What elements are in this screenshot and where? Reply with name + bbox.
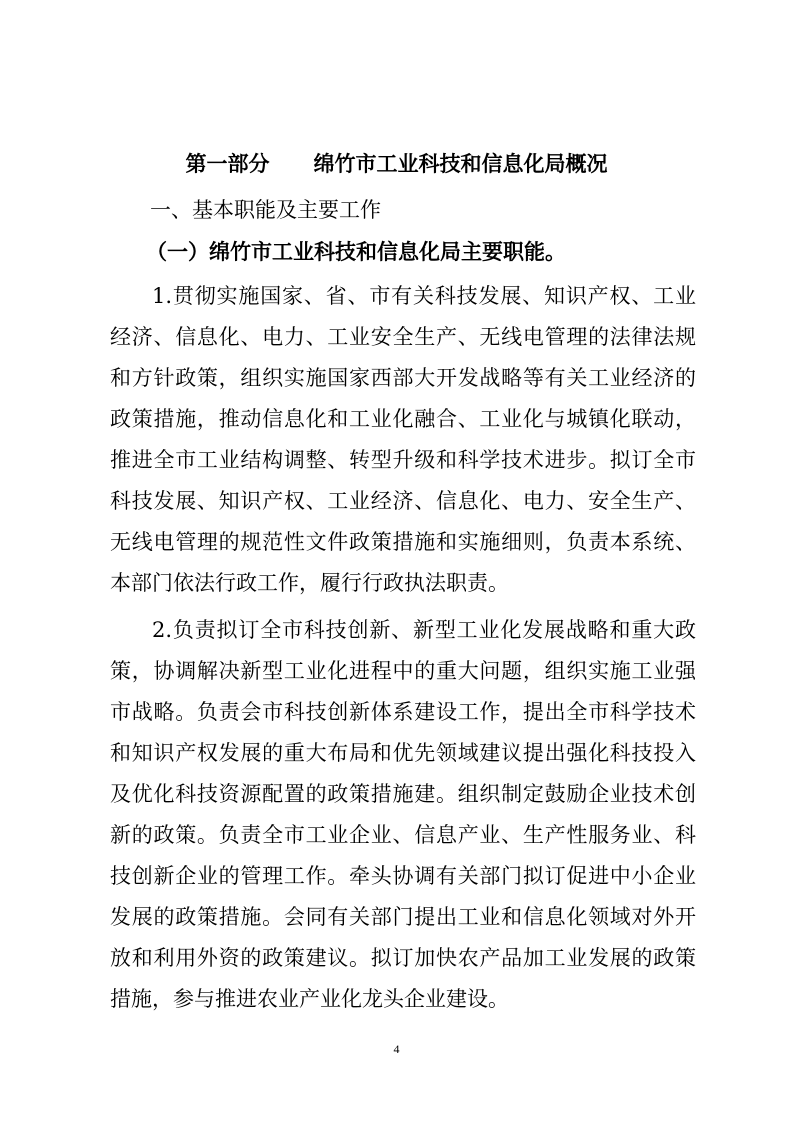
section-heading: 一、基本职能及主要工作 xyxy=(150,198,381,222)
paragraph-2: 2.负责拟订全市科技创新、新型工业化发展战略和重大政策，协调解决新型工业化进程中的重大问题，组织实施工业强市战略。负责会市科技创新体系建设工作，提出全市科学技术和知识产权发展的重大布局和优先领域建议提出强化科技投入及优化科技资源配置的政策措施建。组织制定鼓励企业技术创新的政策。负责全市工业企业、信息产业、生产性服务业、科技创新企业的管理工作。牵头协调有关部门拟订促进中小企业发展的政策措施。会同有关部门提出工业和信息化领域对外开放和利用外资的政策建议。拟订加快农产品加工业发展的政策措施，参与推进农业产业化龙头企业建设。 xyxy=(110,618,696,1011)
sub-heading: （一）绵竹市工业科技和信息化局主要职能。 xyxy=(146,239,566,264)
paragraph-1: 1.贯彻实施国家、省、市有关科技发展、知识产权、工业经济、信息化、电力、工业安全生产、无线电管理的法律法规和方针政策，组织实施国家西部大开发战略等有关工业经济的政策措施，推动信息化和工业化融合、工业化与城镇化联动，推进全市工业结构调整、转型升级和科学技术进步。拟订全市科技发展、知识产权、工业经济、信息化、电力、安全生产、无线电管理的规范性文件政策措施和实施细则，负责本系统、本部门依法行政工作，履行行政执法职责。 xyxy=(110,284,696,595)
part-title-label: 第一部分 xyxy=(185,152,270,176)
part-title xyxy=(0,148,793,180)
page-number: 4 xyxy=(393,1042,400,1056)
part-title-name: 绵竹市工业科技和信息化局概况 xyxy=(313,152,608,176)
